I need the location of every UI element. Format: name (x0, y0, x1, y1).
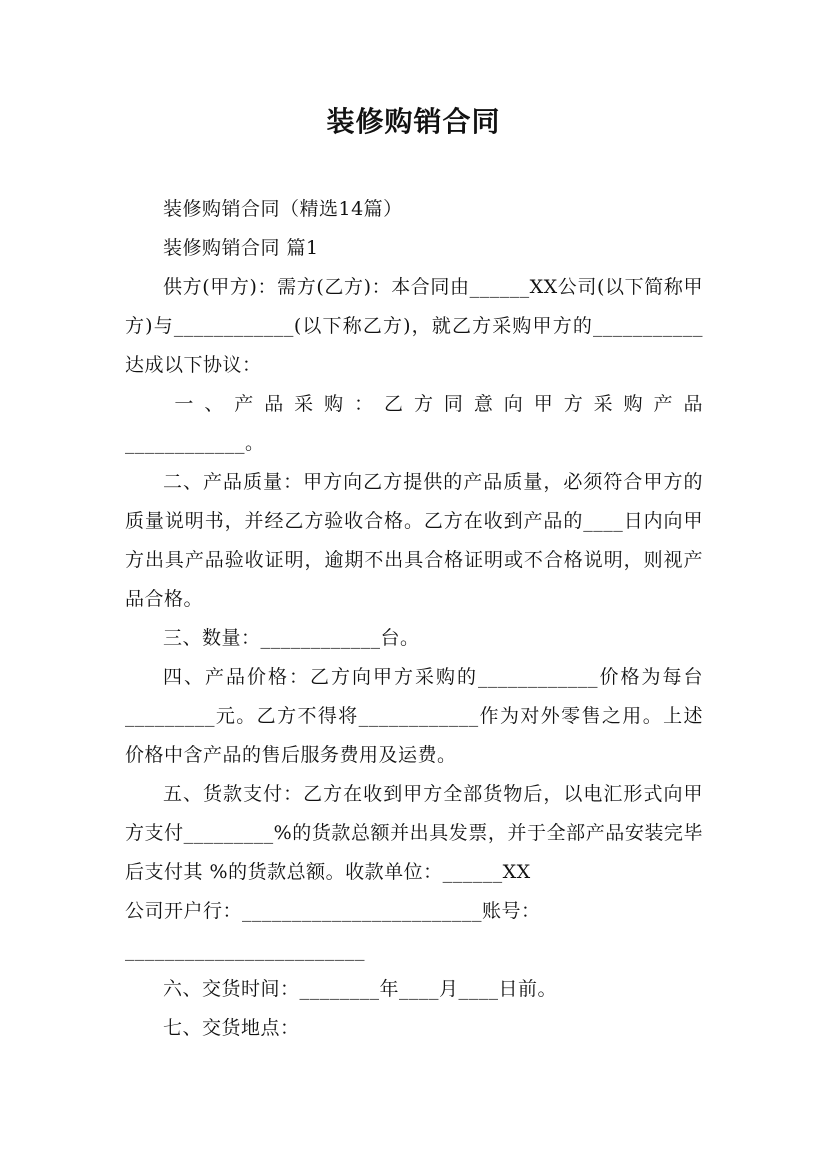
paragraph-bank-line: 公司开户行：________________________账号： (125, 900, 541, 922)
paragraph-product-purchase-blank: ____________。 (125, 432, 265, 454)
paragraph-account-blank: ________________________ (125, 939, 365, 961)
paragraph-parties: 供方(甲方)：需方(乙方)：本合同由______XX公司(以下简称甲方)与____________(以下称乙方)，就乙方采购甲方的___________达成以下协议： (125, 276, 703, 376)
paragraph-product-purchase: 一、产品采购：乙方同意向甲方采购产品 (174, 393, 703, 415)
paragraph-delivery-place: 七、交货地点： (163, 1017, 300, 1039)
paragraph-product-quality: 二、产品质量：甲方向乙方提供的产品质量，必须符合甲方的质量说明书，并经乙方验收合格。乙方在收到产品的____日内向甲方出具产品验收证明，逾期不出具合格证明或不合格说明，则视产品合格。 (125, 471, 703, 610)
document-title: 装修购销合同 (326, 105, 501, 138)
section-heading: 装修购销合同 篇1 (163, 237, 319, 259)
paragraph-quantity: 三、数量：____________台。 (163, 627, 420, 649)
paragraph-delivery-time: 六、交货时间：________年____月____日前。 (163, 978, 558, 1000)
paragraph-payment: 五、货款支付：乙方在收到甲方全部货物后，以电汇形式向甲方支付_________%的货款总额并出具发票，并于全部产品安装完毕后支付其 %的货款总额。收款单位：______XX (125, 783, 703, 883)
subtitle: 装修购销合同（精选14篇） (163, 198, 403, 220)
paragraph-price: 四、产品价格：乙方向甲方采购的____________价格为每台_________元。乙方不得将____________作为对外零售之用。上述价格中含产品的售后服务费用及运费。 (125, 666, 703, 766)
document-body (125, 190, 703, 1048)
